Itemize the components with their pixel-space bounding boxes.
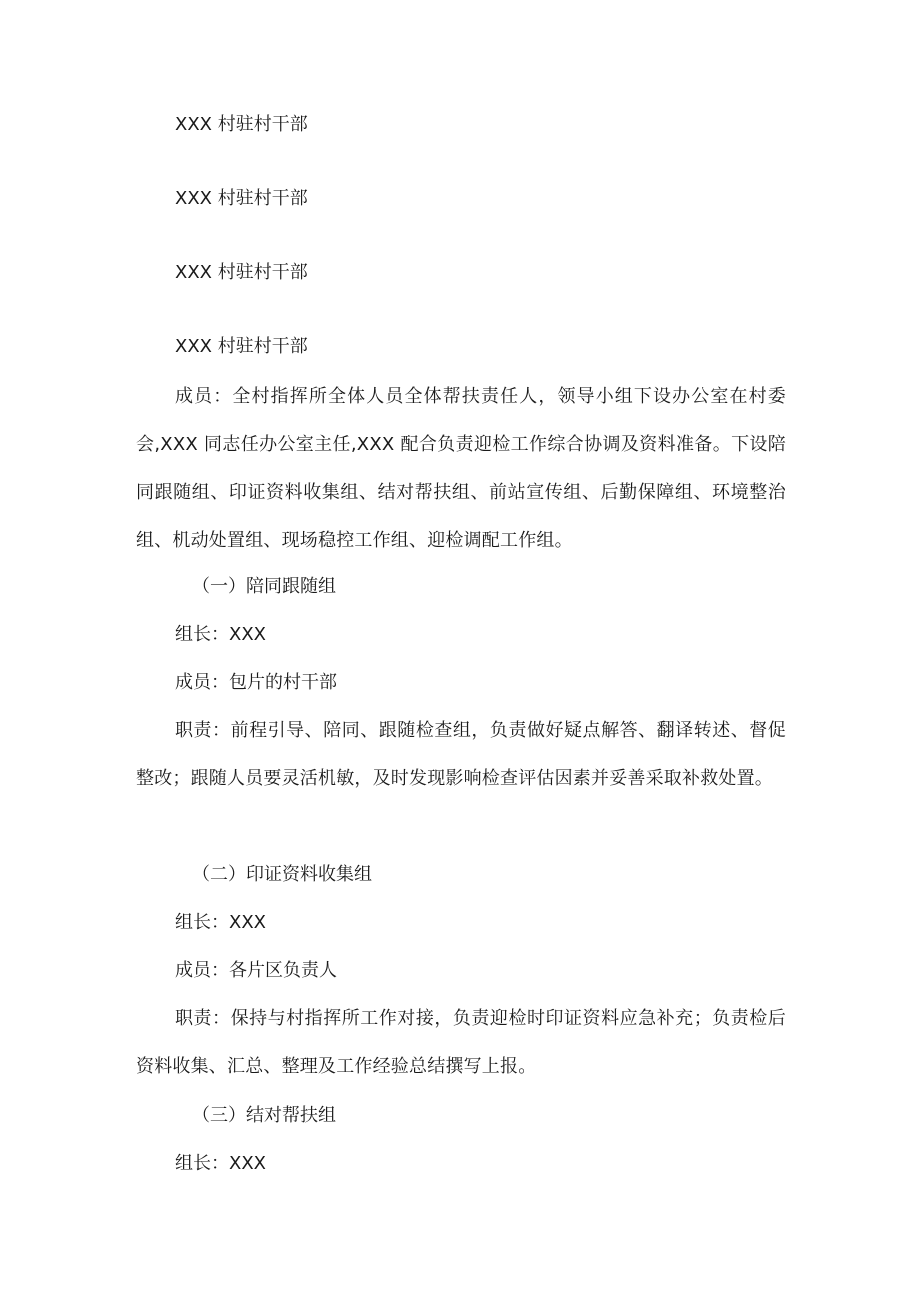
group-1-leader: 组长：XXX: [175, 624, 266, 645]
cadre-line-4: XXX 村驻村干部: [175, 336, 308, 357]
cadre-line-3: XXX 村驻村干部: [175, 262, 308, 283]
group-2-members: 成员：各片区负责人: [175, 960, 337, 981]
group-2-duties: 职责：保持与村指挥所工作对接，负责迎检时印证资料应急补充；负责检后资料收集、汇总、整理及工作经验总结撰写上报。: [136, 1008, 786, 1077]
group-1-members: 成员：包片的村干部: [175, 672, 337, 693]
group-3-heading: （三）结对帮扶组: [192, 1105, 336, 1126]
members-paragraph: 成员：全村指挥所全体人员全体帮扶责任人，领导小组下设办公室在村委会,XXX 同志任办公室主任,XXX 配合负责迎检工作综合协调及资料准备。下设陪同跟随组、印证资料收集组、结对帮扶组、前站宣传组、后勤保障组、环境整治组、机动处置组、现场稳控工作组、迎检调配工作组。: [136, 386, 786, 551]
group-2-heading: （二）印证资料收集组: [192, 864, 372, 885]
group-1-heading: （一）陪同跟随组: [192, 576, 336, 597]
cadre-line-1: XXX 村驻村干部: [175, 114, 308, 135]
group-2-leader: 组长：XXX: [175, 912, 266, 933]
group-1-duties: 职责：前程引导、陪同、跟随检查组，负责做好疑点解答、翻译转述、督促整改；跟随人员要灵活机敏，及时发现影响检查评估因素并妥善采取补救处置。: [136, 720, 786, 789]
group-3-leader: 组长：XXX: [175, 1153, 266, 1174]
cadre-line-2: XXX 村驻村干部: [175, 188, 308, 209]
